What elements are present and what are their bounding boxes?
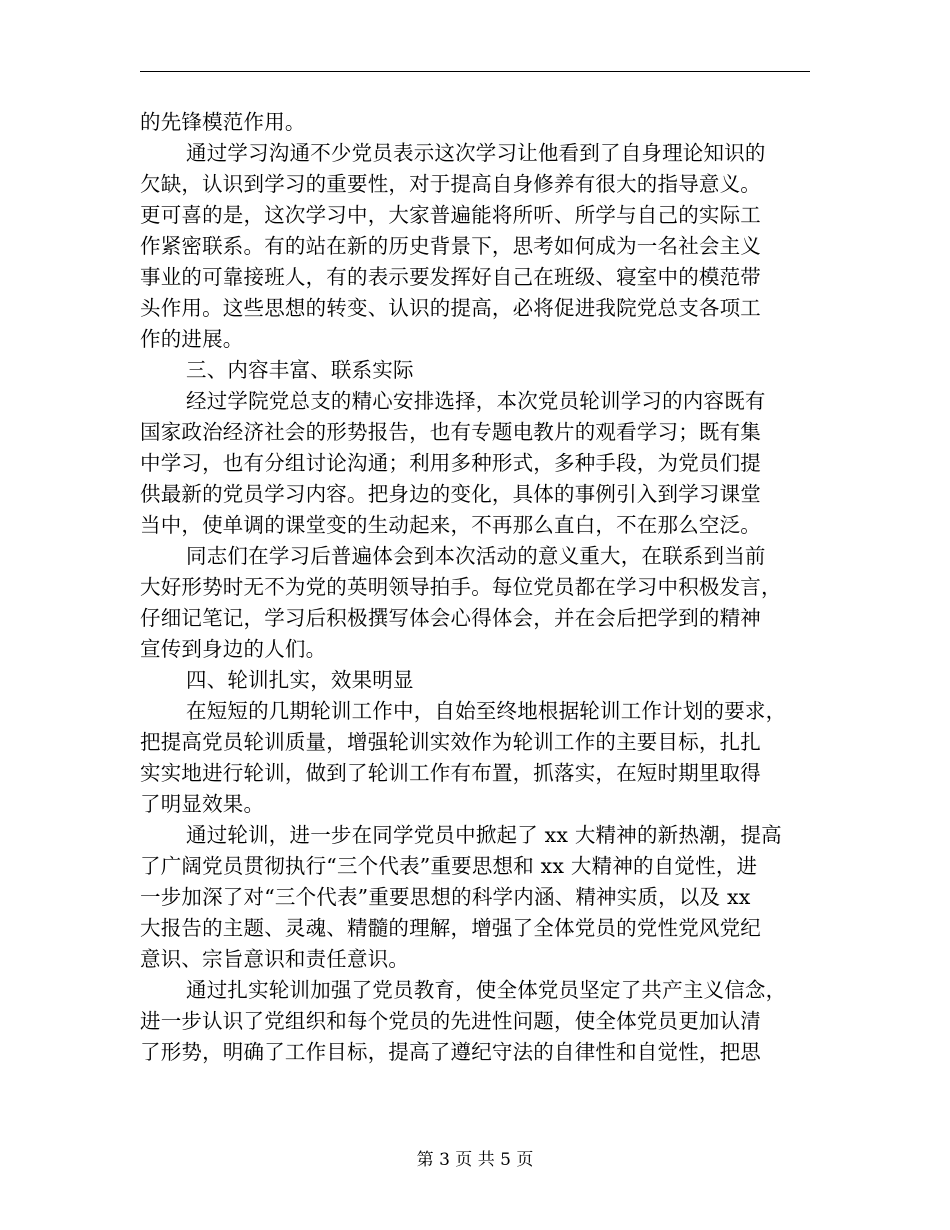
text-line: 了广阔党员贯彻执行“三个代表”重要思想和 xx 大精神的自觉性，进 [140, 854, 758, 878]
text-line: 经过学院党总支的精心安排选择，本次党员轮训学习的内容既有 [186, 389, 766, 413]
text-line: 了形势，明确了工作目标，提高了遵纪守法的自律性和自觉性，把思 [140, 1040, 761, 1064]
text-line: 国家政治经济社会的形势报告，也有专题电教片的观看学习；既有集 [140, 420, 761, 444]
header-rule [140, 71, 810, 72]
text-line: 的先锋模范作用。 [140, 110, 306, 134]
text-line: 在短短的几期轮训工作中，自始至终地根据轮训工作计划的要求， [186, 699, 787, 723]
text-line: 欠缺，认识到学习的重要性，对于提高自身修养有很大的指导意义。 [140, 172, 761, 196]
text-line: 仔细记笔记，学习后积极撰写体会心得体会，并在会后把学到的精神 [140, 606, 761, 630]
text-line: 意识、宗旨意识和责任意识。 [140, 947, 410, 971]
text-line: 大报告的主题、灵魂、精髓的理解，增强了全体党员的党性党风党纪 [140, 916, 761, 940]
text-line: 通过轮训，进一步在同学党员中掀起了 xx 大精神的新热潮，提高 [186, 823, 782, 847]
text-line: 大好形势时无不为党的英明领导拍手。每位党员都在学习中积极发言， [140, 575, 782, 599]
text-line: 把提高党员轮训质量，增强轮训实效作为轮训工作的主要目标，扎扎 [140, 730, 761, 754]
text-line: 事业的可靠接班人，有的表示要发挥好自己在班级、寝室中的模范带 [140, 265, 761, 289]
document-body [140, 107, 810, 1068]
text-line: 实实地进行轮训，做到了轮训工作有布置，抓落实，在短时期里取得 [140, 761, 761, 785]
text-line: 供最新的党员学习内容。把身边的变化，具体的事例引入到学习课堂 [140, 482, 761, 506]
text-line: 头作用。这些思想的转变、认识的提高，必将促进我院党总支各项工 [140, 296, 761, 320]
text-line: 作的进展。 [140, 327, 244, 351]
text-line: 宣传到身边的人们。 [140, 637, 327, 661]
text-line: 通过扎实轮训加强了党员教育，使全体党员坚定了共产主义信念， [186, 978, 787, 1002]
text-line: 同志们在学习后普遍体会到本次活动的意义重大，在联系到当前 [186, 544, 766, 568]
page-footer: 第 3 页 共 5 页 [416, 1150, 534, 1170]
text-line: 进一步认识了党组织和每个党员的先进性问题，使全体党员更加认清 [140, 1009, 761, 1033]
text-line: 当中，使单调的课堂变的生动起来，不再那么直白，不在那么空泛。 [140, 513, 761, 537]
text-line: 四、轮训扎实，效果明显 [186, 668, 414, 692]
text-line: 通过学习沟通不少党员表示这次学习让他看到了自身理论知识的 [186, 141, 766, 165]
text-line: 了明显效果。 [140, 792, 265, 816]
text-line: 作紧密联系。有的站在新的历史背景下，思考如何成为一名社会主义 [140, 234, 761, 258]
text-line: 更可喜的是，这次学习中，大家普遍能将所听、所学与自己的实际工 [140, 203, 761, 227]
text-line: 中学习，也有分组讨论沟通；利用多种形式，多种手段，为党员们提 [140, 451, 761, 475]
text-line: 三、内容丰富、联系实际 [186, 358, 414, 382]
text-line: 一步加深了对“三个代表”重要思想的科学内涵、精神实质，以及 xx [140, 885, 751, 909]
